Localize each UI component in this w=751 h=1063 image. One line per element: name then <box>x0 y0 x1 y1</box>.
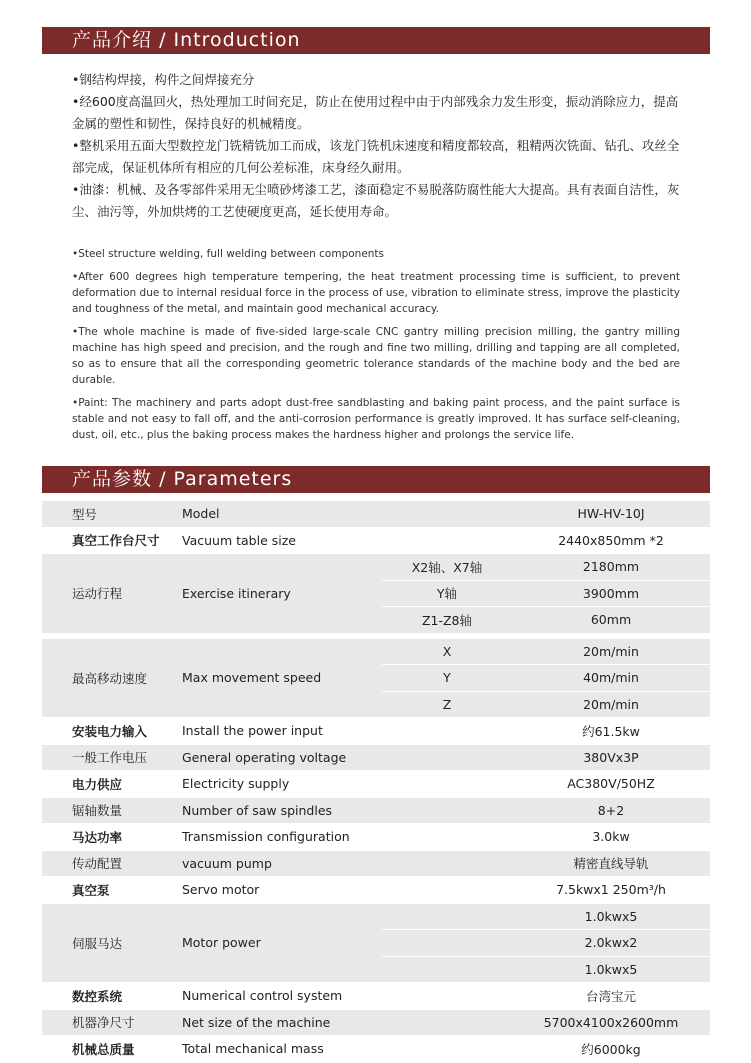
param-value: AC380V/50HZ <box>512 771 710 798</box>
introduction-banner <box>42 27 710 54</box>
param-value: 3.0kw <box>512 824 710 851</box>
param-zh: 锯轴数量 <box>42 797 182 824</box>
param-en: Servo motor <box>182 877 382 904</box>
param-axis: Y <box>382 665 512 692</box>
param-value: 约6000kg <box>512 1036 710 1063</box>
param-zh: 真空工作台尺寸 <box>42 527 182 554</box>
introduction-title: 产品介绍 / Introduction <box>72 29 301 51</box>
param-en: Numerical control system <box>182 983 382 1010</box>
param-en: vacuum pump <box>182 850 382 877</box>
param-zh: 真空泵 <box>42 877 182 904</box>
parameters-table <box>42 501 710 1063</box>
param-zh: 马达功率 <box>42 824 182 851</box>
table-row <box>42 850 710 877</box>
param-value: 约61.5kw <box>512 718 710 745</box>
param-zh: 电力供应 <box>42 771 182 798</box>
parameters-banner <box>42 466 710 493</box>
param-value: 2180mm <box>512 554 710 581</box>
param-zh: 运动行程 <box>42 554 182 634</box>
param-zh: 伺服马达 <box>42 903 182 983</box>
param-value: 1.0kwx5 <box>512 956 710 983</box>
param-value: 20m/min <box>512 691 710 718</box>
param-zh: 一般工作电压 <box>42 744 182 771</box>
table-row <box>42 554 710 581</box>
param-zh: 型号 <box>42 501 182 527</box>
param-value: 5700x4100x2600mm <box>512 1009 710 1036</box>
table-row <box>42 903 710 930</box>
param-en: Motor power <box>182 903 382 983</box>
param-axis: X2轴、X7轴 <box>382 554 512 581</box>
param-en: Max movement speed <box>182 638 382 718</box>
param-axis: Z <box>382 691 512 718</box>
table-row <box>42 1009 710 1036</box>
intro-zh-paragraph: •整机采用五面大型数控龙门铣精铣加工而成，该龙门铣机床速度和精度都较高，粗精两次铣面、钻孔、攻丝全部完成，保证机体所有相应的几何公差标准，床身经久耐用。 <box>72 138 680 175</box>
param-zh: 机器净尺寸 <box>42 1009 182 1036</box>
intro-en-paragraph: •After 600 degrees high temperature tempering, the heat treatment processing time is sufficient, to prevent deformation due to internal residual force in the process of use, vibration to eliminate stress, improve the plasticity and toughness of the metal, and maintain good mechanical accuracy. <box>72 271 680 315</box>
table-row <box>42 744 710 771</box>
param-zh: 数控系统 <box>42 983 182 1010</box>
param-en: Install the power input <box>182 718 382 745</box>
param-en: Transmission configuration <box>182 824 382 851</box>
param-value: 1.0kwx5 <box>512 903 710 930</box>
param-value: 2.0kwx2 <box>512 930 710 957</box>
table-row <box>42 638 710 665</box>
table-row <box>42 718 710 745</box>
param-value: 精密直线导轨 <box>512 850 710 877</box>
param-value: 2440x850mm *2 <box>512 527 710 554</box>
param-axis: Y轴 <box>382 580 512 607</box>
table-row <box>42 824 710 851</box>
table-row <box>42 877 710 904</box>
intro-zh-paragraph: •钢结构焊接，构件之间焊接充分 <box>72 72 255 87</box>
table-row <box>42 797 710 824</box>
intro-en-paragraph: •The whole machine is made of five-sided large-scale CNC gantry milling precision milling, the gantry milling machine has high speed and precision, and the rough and fine two milling, drilling and tapping are all completed, so as to ensure that all the corresponding geometric tolerance standards of the machine body and the bed are durable. <box>72 326 680 386</box>
table-row <box>42 501 710 527</box>
parameters-title: 产品参数 / Parameters <box>72 468 293 490</box>
table-row <box>42 1036 710 1063</box>
param-en: Total mechanical mass <box>182 1036 382 1063</box>
param-value: 7.5kwx1 250m³/h <box>512 877 710 904</box>
param-axis: X <box>382 638 512 665</box>
introduction-english <box>72 246 680 450</box>
param-en: Exercise itinerary <box>182 554 382 634</box>
introduction-chinese <box>72 69 682 223</box>
param-en: Model <box>182 501 382 527</box>
param-en: Vacuum table size <box>182 527 382 554</box>
param-value: 台湾宝元 <box>512 983 710 1010</box>
param-en: Net size of the machine <box>182 1009 382 1036</box>
param-en: Electricity supply <box>182 771 382 798</box>
table-row <box>42 527 710 554</box>
intro-en-paragraph: •Steel structure welding, full welding between components <box>72 248 385 260</box>
intro-zh-paragraph: •油漆：机械、及各零部件采用无尘喷砂烤漆工艺，漆面稳定不易脱落防腐性能大大提高。具有表面自洁性，灰尘、油污等，外加烘烤的工艺使硬度更高，延长使用寿命。 <box>72 182 680 219</box>
intro-en-paragraph: •Paint: The machinery and parts adopt dust-free sandblasting and baking paint process, and the paint surface is stable and not easy to fall off, and the anti-corrosion performance is greatly improved. It has surface self-cleaning, dust, oil, etc., plus the baking process makes the hardness higher and prolongs the service life. <box>72 397 680 441</box>
param-en: Number of saw spindles <box>182 797 382 824</box>
param-value: 40m/min <box>512 665 710 692</box>
param-zh: 最高移动速度 <box>42 638 182 718</box>
param-value: 8+2 <box>512 797 710 824</box>
param-zh: 安装电力输入 <box>42 718 182 745</box>
table-row <box>42 771 710 798</box>
param-value: 20m/min <box>512 638 710 665</box>
param-value: 3900mm <box>512 580 710 607</box>
param-value: 60mm <box>512 607 710 634</box>
param-en: General operating voltage <box>182 744 382 771</box>
param-zh: 传动配置 <box>42 850 182 877</box>
intro-zh-paragraph: •经600度高温回火，热处理加工时间充足，防止在使用过程中由于内部残余力发生形变，振动消除应力，提高金属的塑性和韧性，保持良好的机械精度。 <box>72 94 679 131</box>
param-value: 380Vx3P <box>512 744 710 771</box>
param-value: HW-HV-10J <box>512 501 710 527</box>
param-axis: Z1-Z8轴 <box>382 607 512 634</box>
table-row <box>42 983 710 1010</box>
param-zh: 机械总质量 <box>42 1036 182 1063</box>
